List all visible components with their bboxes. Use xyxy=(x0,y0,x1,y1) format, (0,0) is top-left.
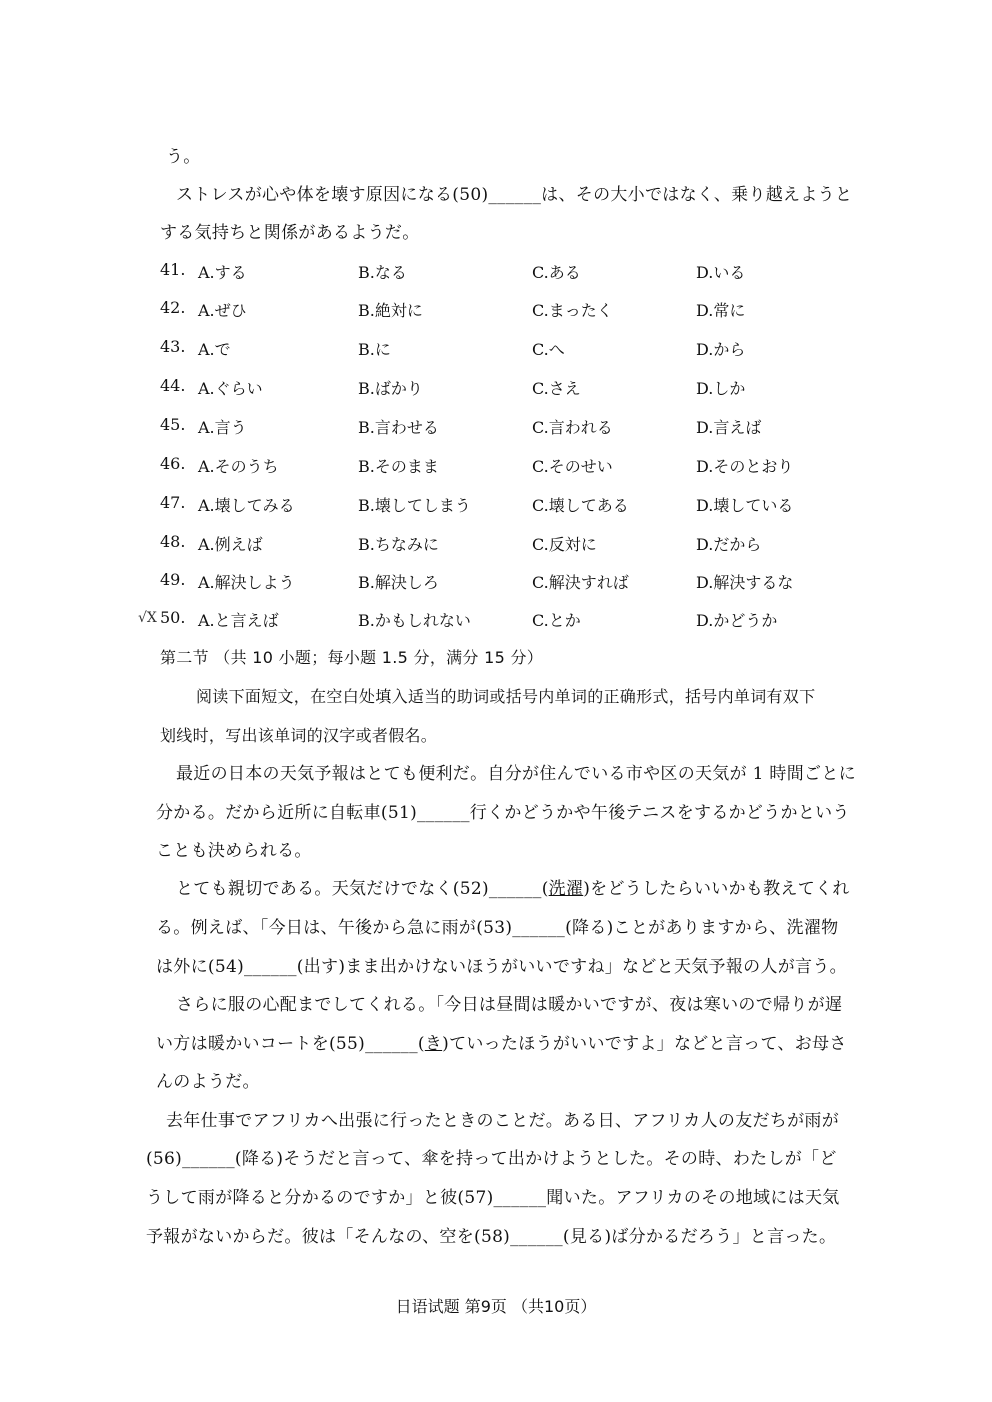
option-b: B.壊してしまう xyxy=(358,496,471,515)
option-c: C.言われる xyxy=(532,418,613,437)
option-c: C.まったく xyxy=(532,301,613,320)
question-number: 46. xyxy=(160,454,186,473)
option-c: C.さえ xyxy=(532,379,581,398)
option-row xyxy=(160,532,860,556)
option-b: B.かもしれない xyxy=(358,611,471,630)
option-d: D.だから xyxy=(696,535,762,554)
option-a: A.ぐらい xyxy=(198,379,263,398)
text-segment: )をどうしたらいいかも教えてくれ xyxy=(583,879,850,899)
option-a: A.ぜひ xyxy=(198,301,247,320)
option-row xyxy=(160,608,860,632)
underlined-word: き xyxy=(424,1034,443,1054)
instruction-line: 阅读下面短文，在空白处填入适当的助词或括号内单词的正确形式，括号内单词有双下 xyxy=(196,687,816,706)
option-c: C.壊してある xyxy=(532,496,629,515)
option-a: A.する xyxy=(198,263,247,282)
option-c: C.反対に xyxy=(532,535,597,554)
option-d: D.かどうか xyxy=(696,611,778,630)
passage-line: は外に(54)______(出す)まま出かけないほうがいいですね」などと天気予報の人が言う。 xyxy=(156,957,847,977)
passage-line: 予報がないからだ。彼は「そんなの、空を(58)______(見る)ば分かるだろう」と言った。 xyxy=(146,1227,837,1247)
option-c: C.解決すれば xyxy=(532,573,629,592)
option-b: B.そのまま xyxy=(358,457,439,476)
passage-line: ことも決められる。 xyxy=(156,841,312,861)
passage-line: うして雨が降ると分かるのですか」と彼(57)______聞いた。アフリカのその地域には天気 xyxy=(146,1188,840,1208)
option-a: A.で xyxy=(198,340,231,359)
text-segment: い方は暖かいコートを(55)______( xyxy=(156,1034,425,1054)
passage-line: 去年仕事でアフリカへ出張に行ったときのことだ。ある日、アフリカ人の友だちが雨が xyxy=(166,1111,839,1131)
option-d: D.そのとおり xyxy=(696,457,794,476)
passage-line: る。例えば、「今日は、午後から急に雨が(53)______(降る)ことがありますから、洗濯物 xyxy=(156,918,839,938)
passage-line: (56)______(降る)そうだと言って、傘を持って出かけようとした。その時、わたしが「ど xyxy=(146,1149,837,1169)
option-row xyxy=(160,415,860,439)
option-d: D.常に xyxy=(696,301,746,320)
option-row xyxy=(160,454,860,478)
passage-line xyxy=(176,878,850,900)
question-number: 49. xyxy=(160,570,186,589)
text-segment: とても親切である。天気だけでなく(52)______( xyxy=(176,879,549,899)
underlined-word: 洗濯 xyxy=(548,879,584,899)
option-a: A.そのうち xyxy=(198,457,279,476)
option-row xyxy=(160,298,860,322)
option-row xyxy=(160,570,860,594)
option-b: B.言わせる xyxy=(358,418,439,437)
margin-mark: √X xyxy=(138,610,157,626)
option-c: C.へ xyxy=(532,340,565,359)
passage-line xyxy=(156,1033,847,1055)
question-number: 42. xyxy=(160,298,186,317)
option-d: D.解決するな xyxy=(696,573,794,592)
passage-line: する気持ちと関係があるようだ。 xyxy=(160,223,420,243)
passage-line: ストレスが心や体を壊す原因になる(50)______は、その大小ではなく、乗り越えようと xyxy=(176,185,853,205)
question-number: 47. xyxy=(160,493,186,512)
passage-line: さらに服の心配までしてくれる。「今日は昼間は暖かいですが、夜は寒いので帰りが遅 xyxy=(176,995,843,1015)
passage-line: 分かる。だから近所に自転車(51)______行くかどうかや午後テニスをするかどうかという xyxy=(156,803,850,823)
option-row xyxy=(160,493,860,517)
option-b: B.ばかり xyxy=(358,379,423,398)
question-number: 43. xyxy=(160,337,186,356)
option-a: A.壊してみる xyxy=(198,496,295,515)
page-footer: 日语试题 第9页 （共10页） xyxy=(395,1297,597,1316)
option-d: D.いる xyxy=(696,263,746,282)
option-b: B.ちなみに xyxy=(358,535,439,554)
question-number: 45. xyxy=(160,415,186,434)
option-row xyxy=(160,376,860,400)
option-row xyxy=(160,337,860,361)
option-b: B.絶対に xyxy=(358,301,423,320)
option-c: C.ある xyxy=(532,263,581,282)
option-b: B.に xyxy=(358,340,391,359)
question-number: 48. xyxy=(160,532,186,551)
question-number: 44. xyxy=(160,376,186,395)
option-b: B.解決しろ xyxy=(358,573,439,592)
option-d: D.言えば xyxy=(696,418,762,437)
option-c: C.そのせい xyxy=(532,457,613,476)
passage-line: う。 xyxy=(166,147,201,167)
question-number: 50. xyxy=(160,608,186,627)
text-segment: )ていったほうがいいですよ」などと言って、お母さ xyxy=(442,1034,847,1054)
section-heading: 第二节 （共 10 小题；每小题 1.5 分，满分 15 分） xyxy=(160,648,544,667)
instruction-line: 划线时，写出该单词的汉字或者假名。 xyxy=(160,726,438,745)
passage-line: んのようだ。 xyxy=(156,1072,260,1092)
question-number: 41. xyxy=(160,260,186,279)
option-a: A.言う xyxy=(198,418,247,437)
option-a: A.例えば xyxy=(198,535,263,554)
option-d: D.壊している xyxy=(696,496,794,515)
option-a: A.解決しよう xyxy=(198,573,295,592)
option-row xyxy=(160,260,860,284)
option-d: D.から xyxy=(696,340,746,359)
option-b: B.なる xyxy=(358,263,407,282)
option-c: C.とか xyxy=(532,611,581,630)
option-a: A.と言えば xyxy=(198,611,279,630)
option-d: D.しか xyxy=(696,379,746,398)
passage-line: 最近の日本の天気予報はとても便利だ。自分が住んでいる市や区の天気が 1 時間ごとに xyxy=(176,764,856,784)
